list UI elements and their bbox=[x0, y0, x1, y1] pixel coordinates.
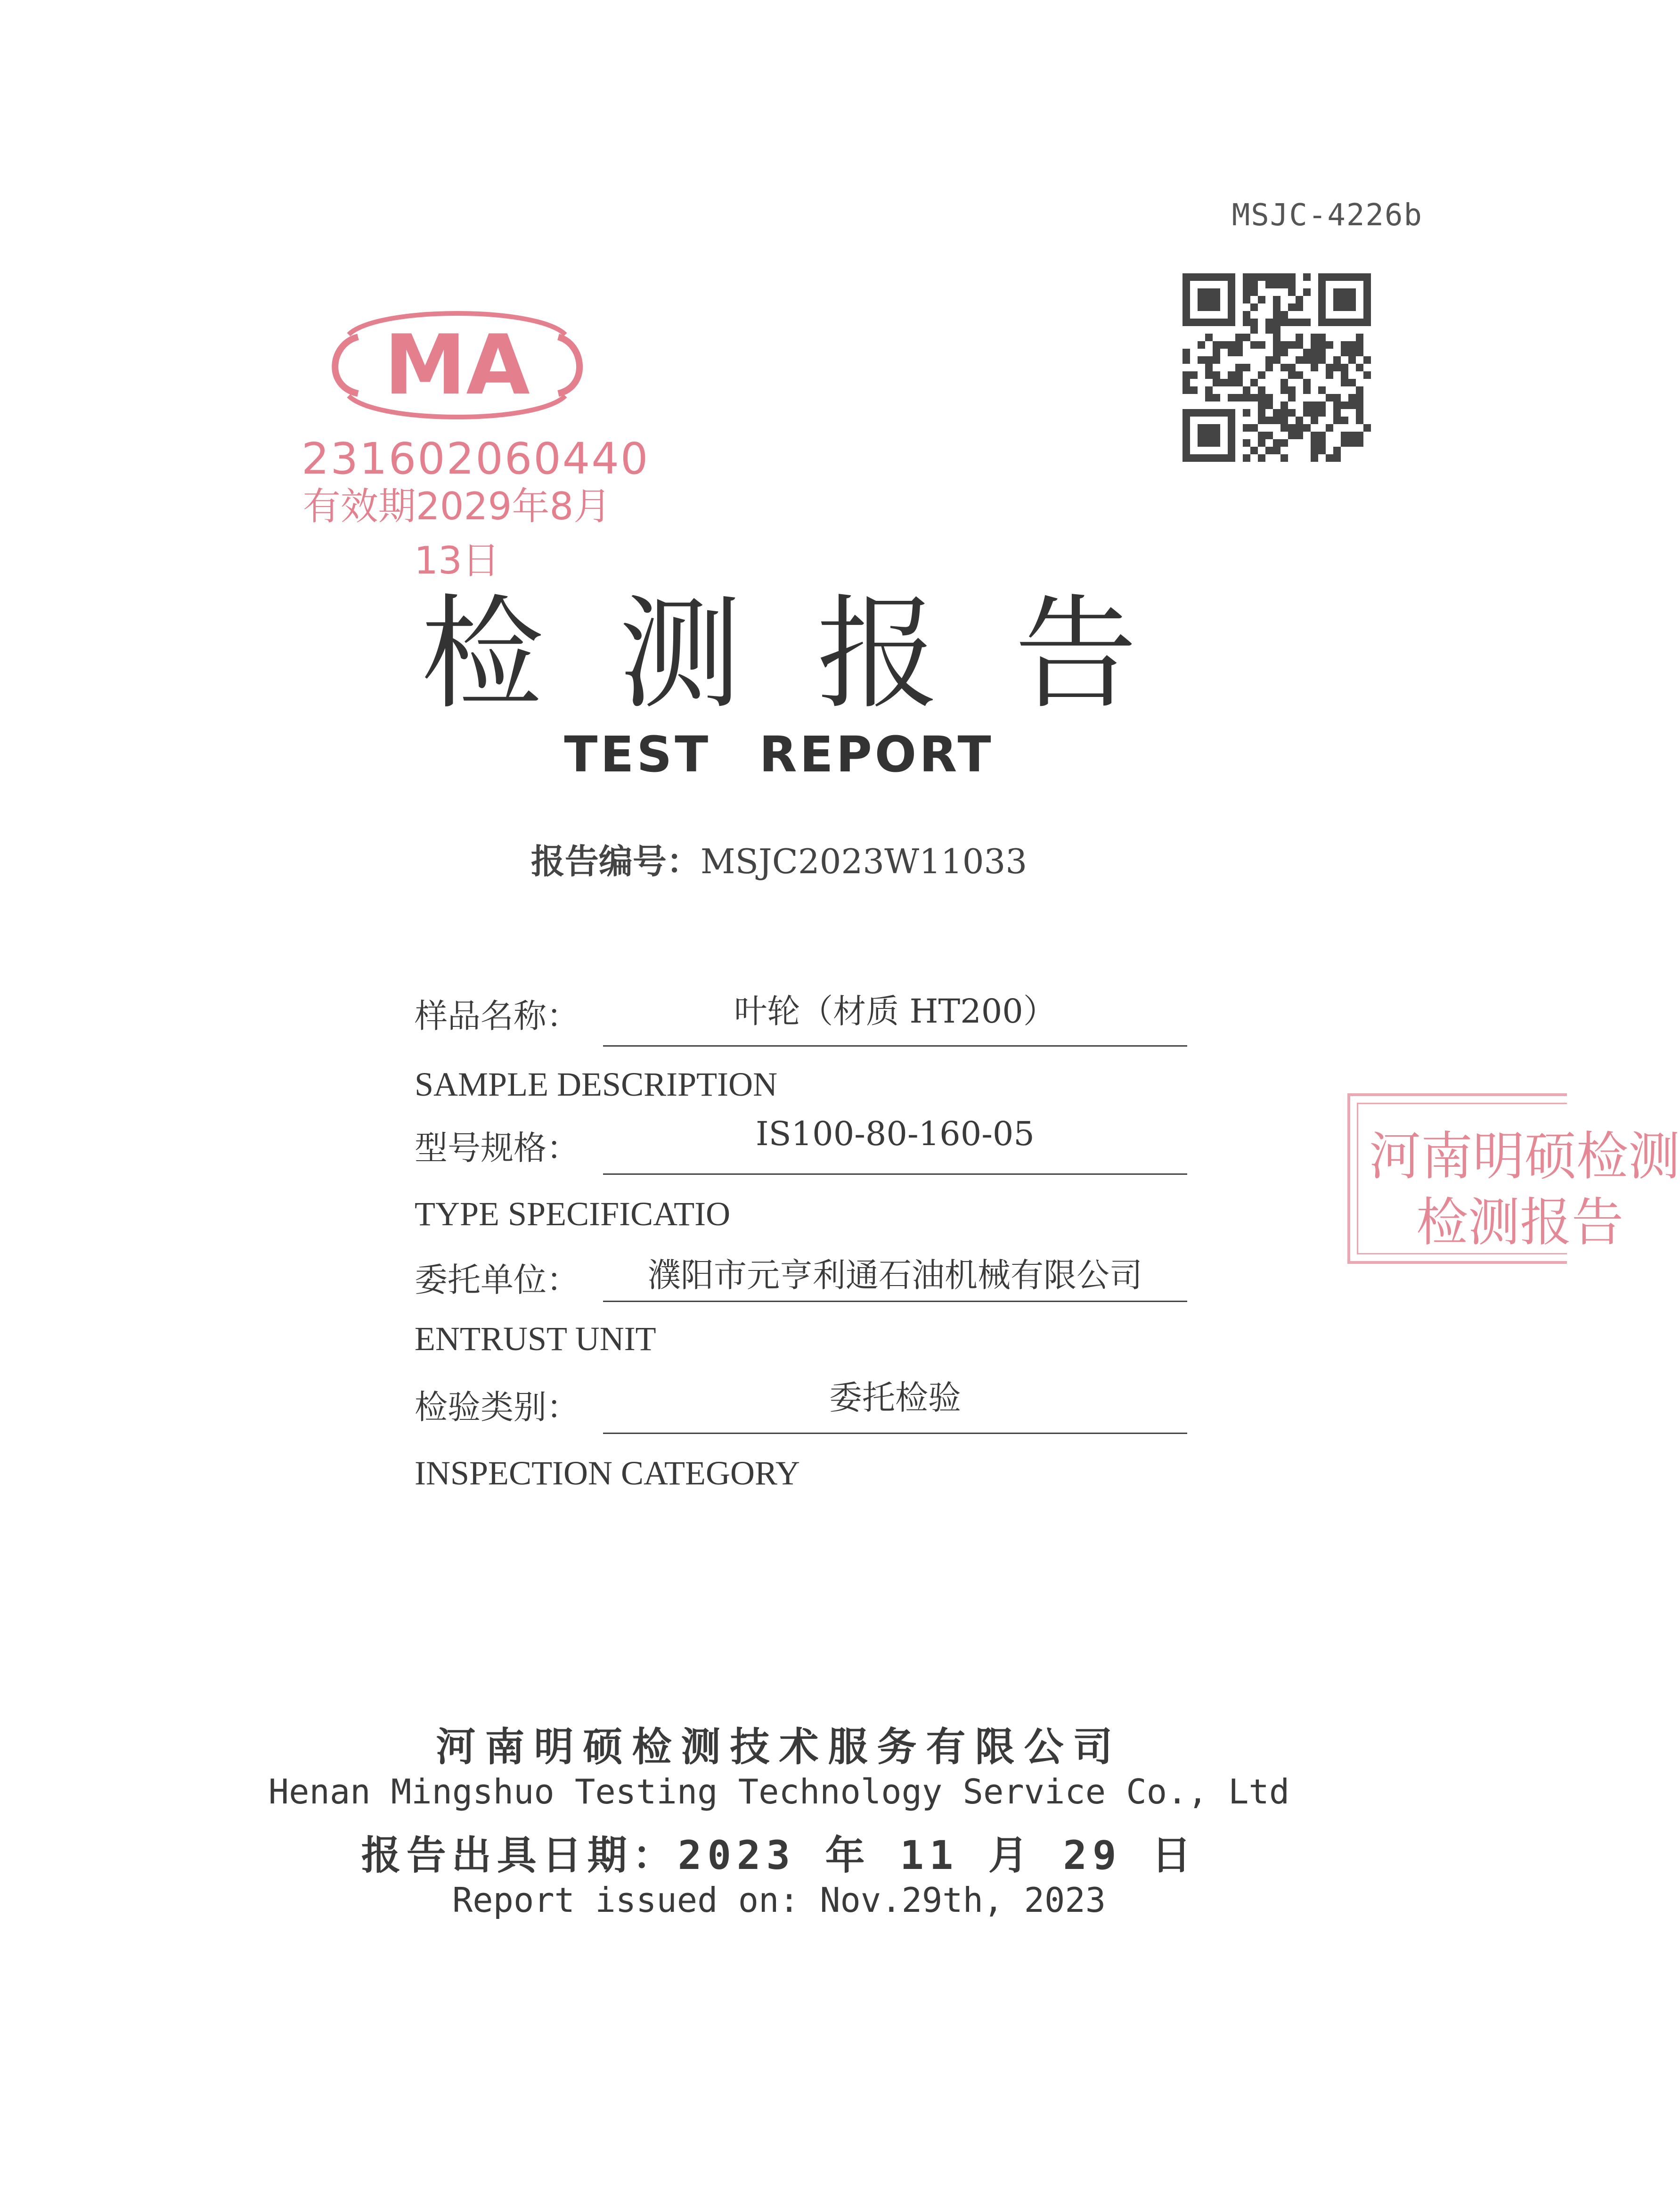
sample-description-label: SAMPLE DESCRIPTION bbox=[415, 1065, 778, 1103]
cma-logo-text: MA bbox=[384, 318, 530, 413]
title-english: TEST REPORT bbox=[564, 726, 994, 783]
type-spec-value: IS100-80-160-05 bbox=[756, 1114, 1035, 1153]
inspection-category-en-label: INSPECTION CATEGORY bbox=[415, 1454, 800, 1492]
company-seal-stamp bbox=[1347, 1093, 1680, 1264]
inspection-category-label: 检验类别： bbox=[415, 1388, 579, 1426]
field-underline bbox=[603, 1173, 1187, 1175]
cma-certification-stamp bbox=[302, 297, 650, 582]
cma-logo-icon bbox=[302, 297, 612, 434]
seal-line-2: 检测报告 bbox=[1416, 1192, 1623, 1253]
sample-name-label: 样品名称： bbox=[415, 997, 579, 1035]
company-name-chinese: 河南明硕检测技术服务有限公司 bbox=[436, 1724, 1122, 1770]
type-spec-label: 型号规格： bbox=[415, 1129, 579, 1167]
seal-line-1: 河南明硕检测 bbox=[1369, 1126, 1680, 1187]
document-code: MSJC-4226b bbox=[1231, 198, 1423, 233]
qr-code-icon bbox=[1183, 273, 1371, 462]
inspection-category-value: 委托检验 bbox=[829, 1378, 961, 1417]
field-underline bbox=[603, 1045, 1187, 1047]
field-underline bbox=[603, 1433, 1187, 1434]
company-name-english: Henan Mingshuo Testing Technology Service Co., Ltd bbox=[268, 1772, 1290, 1811]
entrust-unit-value: 濮阳市元亨利通石油机械有限公司 bbox=[648, 1256, 1142, 1295]
report-number-value: MSJC2023W11033 bbox=[700, 842, 1028, 881]
cma-validity: 有效期2029年8月13日 bbox=[302, 484, 612, 582]
cma-number: 231602060440 bbox=[302, 434, 650, 484]
issue-date-english: Report issued on: Nov.29th, 2023 bbox=[452, 1880, 1106, 1920]
report-number bbox=[0, 834, 1558, 883]
entrust-unit-label: 委托单位： bbox=[415, 1261, 579, 1299]
issue-date-chinese: 报告出具日期：2023 年 11 月 29 日 bbox=[361, 1832, 1197, 1878]
entrust-unit-en-label: ENTRUST UNIT bbox=[415, 1320, 656, 1358]
type-specification-label: TYPE SPECIFICATIO bbox=[415, 1195, 731, 1233]
field-underline bbox=[603, 1301, 1187, 1302]
sample-name-value: 叶轮（材质 HT200） bbox=[734, 992, 1056, 1031]
title-chinese: 检测报告 bbox=[421, 583, 1213, 726]
report-number-label: 报告编号： bbox=[530, 842, 701, 881]
